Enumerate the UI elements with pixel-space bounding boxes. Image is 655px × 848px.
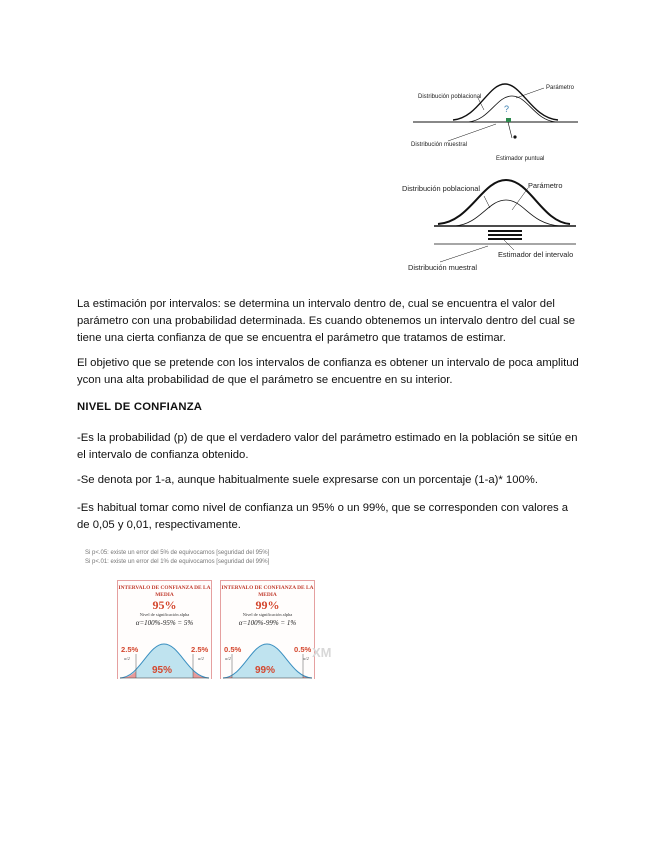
point-estimation-figure — [408, 78, 580, 166]
card-formula: α=100%-95% = 5% — [135, 619, 194, 627]
tail-right-label: 0.5% — [294, 645, 312, 654]
card-percent: 95% — [152, 598, 177, 612]
parameter-marker — [506, 118, 511, 122]
significance-line-01: Si p<.01: existe un error del 1% de equivocarnos [seguridad del 99%] — [85, 559, 270, 565]
label-estimator: Estimador puntual — [496, 156, 545, 162]
population-curve — [453, 84, 558, 120]
card-99 — [220, 580, 315, 679]
label-parameter: Parámetro — [546, 85, 575, 91]
paragraph-objective: El objetivo que se pretende con los intervalos de confianza es obtener un intervalo de poca amplitud ycon una alta probabilidad de que el parámetro se encuentre en su interior. — [77, 357, 579, 386]
label-estimator: Estimador del intervalo — [498, 250, 574, 259]
card-percent: 99% — [255, 598, 280, 612]
label-distribution: Distribución poblacional — [402, 184, 481, 193]
card-subtitle: Nivel de significación alpha — [139, 612, 190, 617]
label-sample: Distribución muestral — [411, 142, 468, 148]
card-subtitle: Nivel de significación alpha — [242, 612, 293, 617]
alpha-half-right: α/2 — [303, 656, 309, 661]
alpha-half-left: α/2 — [225, 656, 231, 661]
card-formula: α=100%-99% = 1% — [238, 619, 297, 627]
label-distribution: Distribución poblacional — [418, 94, 482, 100]
bullet-usual-levels: -Es habitual tomar como nivel de confianza un 95% o un 99%, que se corresponden con valores a de 0,05 y 0,01, respectivamente. — [77, 502, 569, 531]
card-title: INTERVALO DE CONFIANZA DE LA MEDIA — [221, 585, 314, 598]
card-title: INTERVALO DE CONFIANZA DE LA MEDIA — [118, 585, 211, 598]
interval-estimation-figure — [400, 174, 580, 276]
bell-curve-99 — [221, 640, 314, 679]
center-label: 99% — [255, 665, 276, 676]
confidence-interval-image — [82, 549, 338, 679]
alpha-half-left: α/2 — [124, 656, 130, 661]
section-heading: NIVEL DE CONFIANZA — [77, 401, 203, 413]
bullet-probability: -Es la probabilidad (p) de que el verdadero valor del parámetro estimado en la población se sitúe en el intervalo de confianza obtenido. — [77, 432, 578, 461]
card-95 — [117, 580, 212, 679]
question-mark: ? — [504, 104, 510, 114]
bullet-notation: -Se denota por 1-a, aunque habitualmente suele expresarse con un porcentaje (1-a)* 100%. — [77, 474, 538, 486]
label-sample: Distribución muestral — [408, 263, 478, 272]
interval-bar — [488, 230, 522, 232]
watermark: XM — [312, 645, 332, 660]
tail-left-label: 0.5% — [224, 645, 242, 654]
paragraph-interval-estimation: La estimación por intervalos: se determina un intervalo dentro de, cual se encuentra el valor del parámetro con una probabilidad determinada. Es cuando obtenemos un intervalo dentro del cual se tiene una cierta confianza de que se encuentra el parámetro que tratamos de estimar. — [77, 298, 576, 344]
estimator-dot — [513, 135, 516, 138]
bell-curve-95 — [118, 640, 211, 679]
center-label: 95% — [152, 665, 173, 676]
alpha-half-right: α/2 — [198, 656, 204, 661]
significance-line-05: Si p<.05: existe un error del 5% de equivocarnos [seguridad del 95%] — [85, 550, 270, 556]
tail-left-label: 2.5% — [121, 645, 139, 654]
tail-right-label: 2.5% — [191, 645, 209, 654]
label-parameter: Parámetro — [528, 181, 563, 190]
sample-curve — [455, 200, 560, 226]
